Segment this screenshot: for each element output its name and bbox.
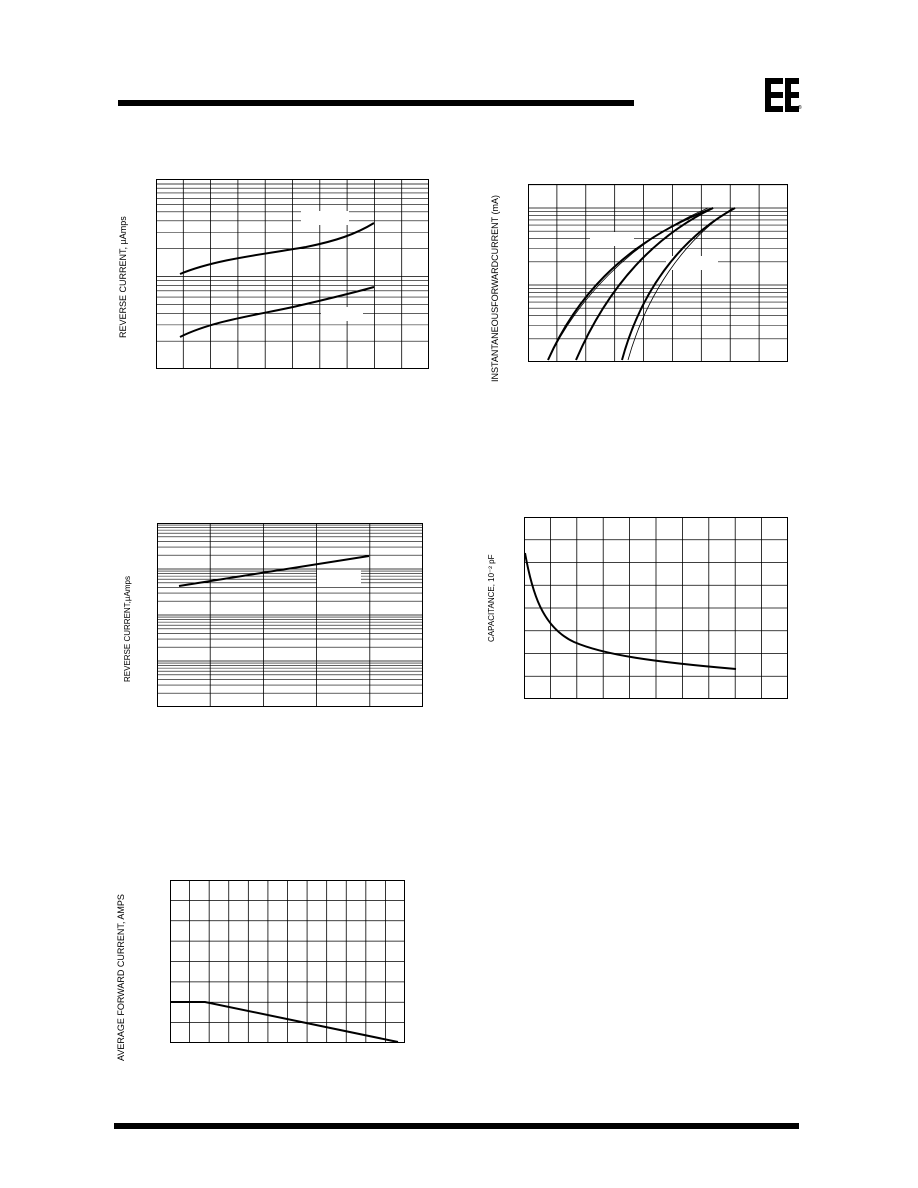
registered-mark: ® [798,105,802,111]
chart2-ylabel: INSTANTANEOUSFORWARDCURRENT (mA) [490,194,500,382]
chart5-ylabel: AVERAGE FORWARD CURRENT, AMPS [116,894,126,1061]
chart4-curve [525,553,736,669]
chart2-curve-a-thin [548,208,708,360]
chart2-curve-c [622,208,735,360]
chart4-plot [524,517,788,699]
header-rule [118,100,634,106]
chart2-curve-a [548,208,713,360]
chart3-plot [157,523,423,707]
chart3-ylabel: REVERSE CURRENT,µAmps [123,576,132,682]
chart1-plot [156,179,429,369]
chart5-curve [170,1002,398,1042]
ce-logo-icon [765,78,801,112]
footer-rule [114,1123,799,1129]
chart1-ylabel: REVERSE CURRENT, µAmps [118,216,128,338]
chart5-plot [170,880,405,1043]
chart4-ylabel: CAPACITANCE, 10⁻² pF [487,554,496,642]
chart2-plot [528,184,788,362]
